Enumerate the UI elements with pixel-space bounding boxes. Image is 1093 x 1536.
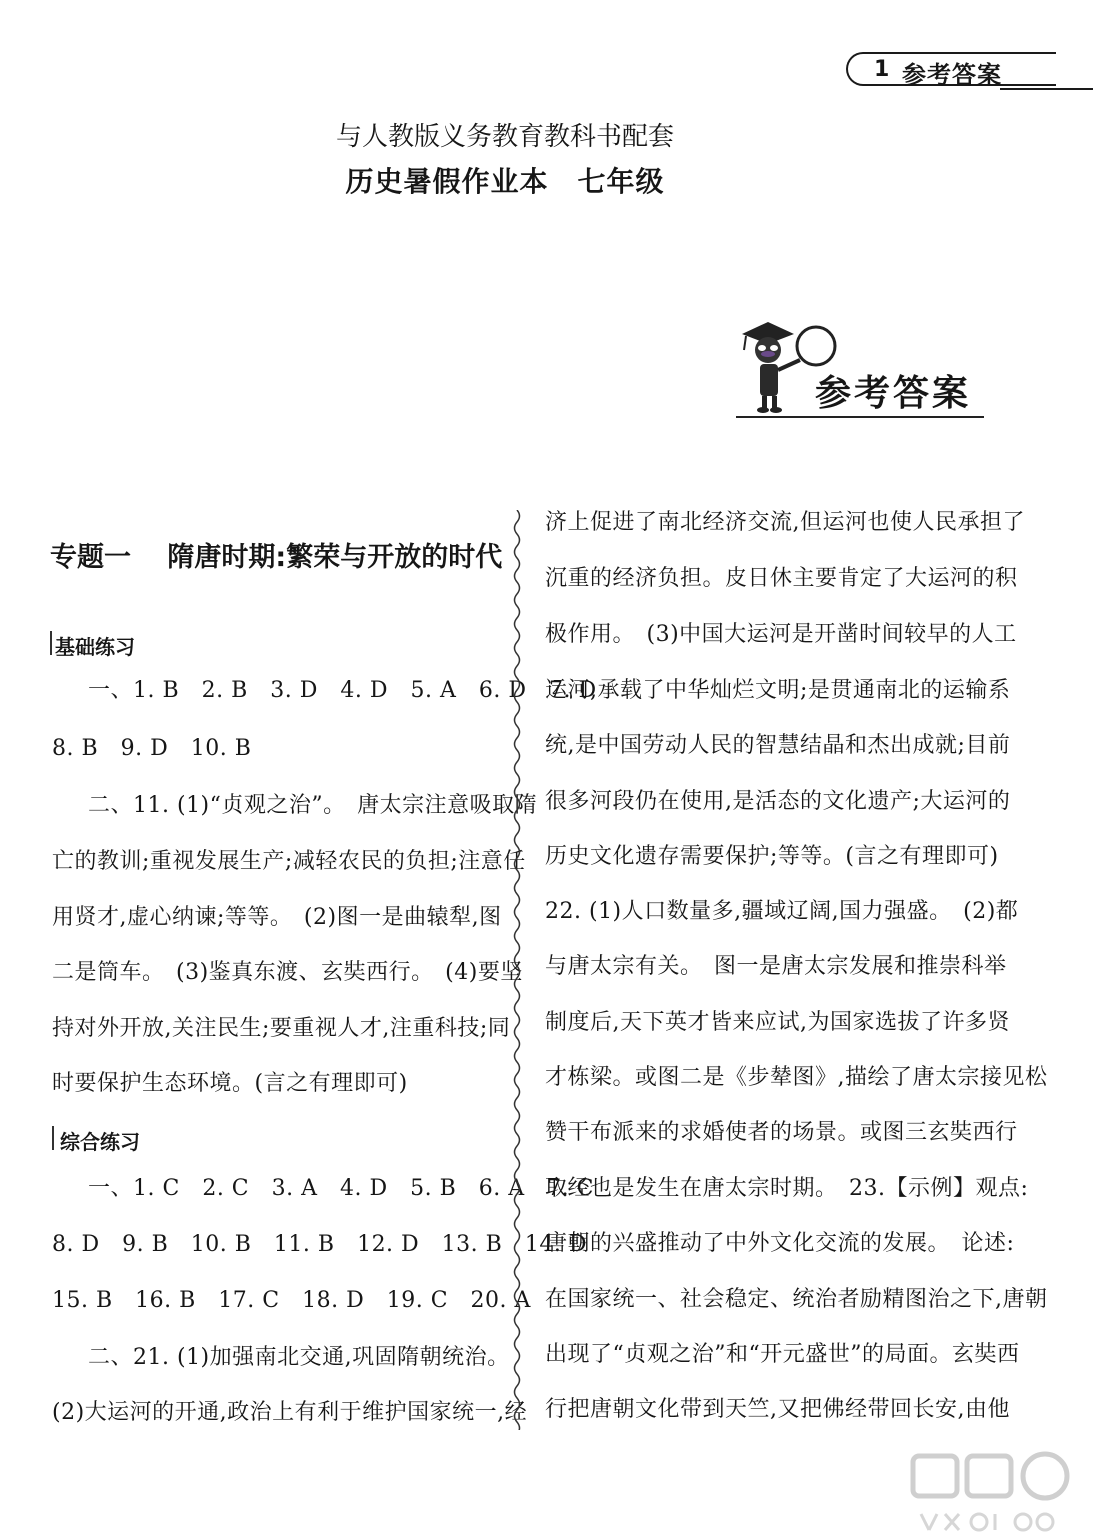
answer-line: 用贤才,虚心纳谏;等等。 (2)图一是曲辕犁,图 [52, 905, 502, 930]
column-divider [510, 510, 524, 1430]
answer-line: 亡的教训;重视发展生产;减轻农民的负担;注意任 [52, 849, 526, 874]
banner-underline [736, 416, 984, 418]
answer-line: 与唐太宗有关。 图一是唐太宗发展和推崇科举 [545, 954, 1007, 979]
answer-line: 唐朝的兴盛推动了中外文化交流的发展。 论述: [545, 1231, 1015, 1256]
page-tag-label: 参考答案 [902, 61, 1002, 89]
answer-line: 8. D 9. B 10. B 11. B 12. D 13. B 14. D [52, 1232, 587, 1257]
section-marker-bar [52, 1126, 54, 1150]
answer-line: 制度后,天下英才皆来应试,为国家选拔了许多贤 [545, 1010, 1010, 1035]
answer-line: 时要保护生态环境。(言之有理即可) [52, 1071, 408, 1096]
chapter-title: 专题一 隋唐时期:繁荣与开放的时代 [50, 542, 503, 573]
answer-line: 极作用。 (3)中国大运河是开凿时间较早的人工 [545, 622, 1017, 647]
answer-line: 行把唐朝文化带到天竺,又把佛经带回长安,由他 [545, 1397, 1010, 1422]
answer-line: 在国家统一、社会稳定、统治者励精图治之下,唐朝 [545, 1287, 1048, 1312]
page-number: 1 [874, 57, 890, 82]
answer-line: 运河,承载了中华灿烂文明;是贯通南北的运输系 [545, 678, 1011, 703]
page-tag-underline [1000, 88, 1093, 90]
book-title: 历史暑假作业本 七年级 [345, 165, 665, 198]
answer-line: 取经也是发生在唐太宗时期。 23.【示例】观点: [545, 1176, 1029, 1201]
section-marker-bar [50, 631, 52, 655]
section-comprehensive-title: 综合练习 [60, 1130, 140, 1154]
answer-line: 才栋梁。或图二是《步辇图》,描绘了唐太宗接见松 [545, 1065, 1048, 1090]
answer-line: 持对外开放,关注民生;要重视人才,注重科技;同 [52, 1016, 511, 1041]
answer-line: 二、11. (1)“贞观之治”。 唐太宗注意吸取隋 [88, 793, 538, 818]
watermark-logo [905, 1450, 1085, 1534]
section-basic-title: 基础练习 [55, 635, 135, 659]
book-subtitle: 与人教版义务教育教科书配套 [335, 122, 674, 152]
answer-line: 出现了“贞观之治”和“开元盛世”的局面。玄奘西 [545, 1342, 1020, 1367]
answer-line: 一、1. B 2. B 3. D 4. D 5. A 6. D 7. D [88, 678, 597, 703]
answer-line: 8. B 9. D 10. B [52, 736, 252, 761]
answer-line: 15. B 16. B 17. C 18. D 19. C 20. A [52, 1288, 531, 1313]
answers-banner-title: 参考答案 [815, 373, 972, 414]
answer-line: 济上促进了南北经济交流,但运河也使人民承担了 [545, 510, 1025, 535]
answer-line: 一、1. C 2. C 3. A 4. D 5. B 6. A 7. C [88, 1176, 594, 1201]
answer-line: 二是筒车。 (3)鉴真东渡、玄奘西行。 (4)要坚 [52, 960, 523, 985]
answer-line: 22. (1)人口数量多,疆域辽阔,国力强盛。 (2)都 [545, 899, 1019, 924]
answer-line: 统,是中国劳动人民的智慧结晶和杰出成就;目前 [545, 733, 1011, 758]
answer-line: 赞干布派来的求婚使者的场景。或图三玄奘西行 [545, 1120, 1018, 1145]
answer-line: 二、21. (1)加强南北交通,巩固隋朝统治。 [88, 1345, 510, 1370]
answer-line: 很多河段仍在使用,是活态的文化遗产;大运河的 [545, 789, 1011, 814]
answer-line: 历史文化遗存需要保护;等等。(言之有理即可) [545, 844, 999, 869]
answer-line: 沉重的经济负担。皮日休主要肯定了大运河的积 [545, 566, 1018, 591]
answer-line: (2)大运河的开通,政治上有利于维护国家统一,经 [52, 1400, 528, 1425]
